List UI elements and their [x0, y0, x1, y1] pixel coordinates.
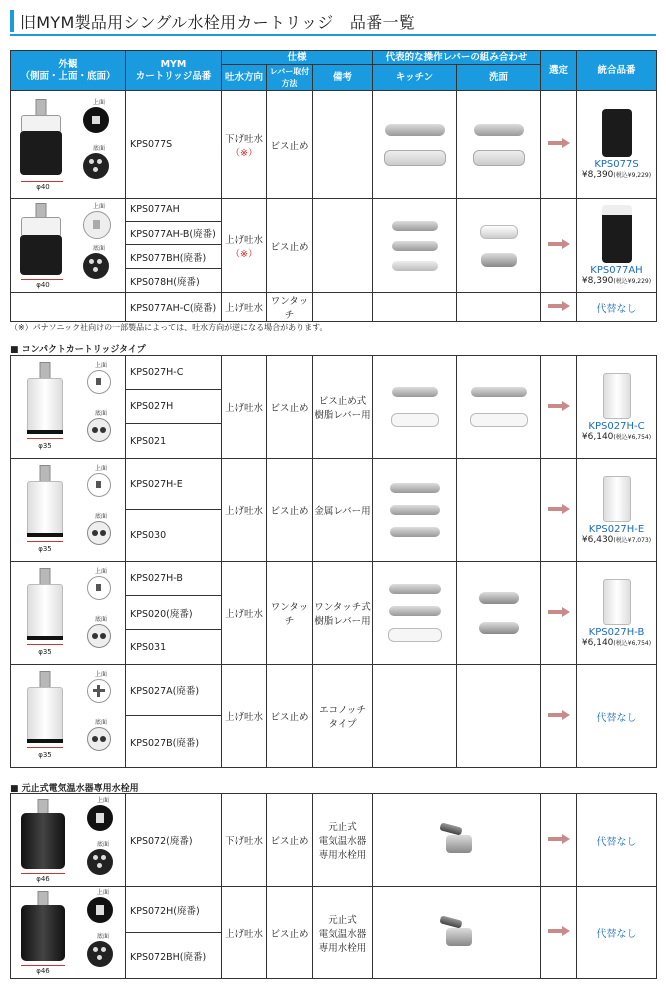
unified-code[interactable]: KPS027H-C — [588, 420, 645, 432]
lever-image-wash — [457, 293, 541, 322]
table-row — [11, 91, 657, 199]
unified-code[interactable]: 代替なし — [577, 794, 657, 887]
cartridge-image — [602, 109, 632, 157]
spec-lever: ビス止め — [267, 794, 313, 887]
select-arrow[interactable] — [541, 794, 577, 887]
header-spec-lever: レバー取付方法 — [267, 65, 313, 91]
bottom-face-label: 底面 — [95, 615, 108, 623]
mym-code: KPS072BH(廃番) — [126, 933, 222, 979]
table-row — [11, 293, 657, 322]
faucet-image — [373, 887, 541, 979]
lever-image-kitchen — [373, 293, 457, 322]
top-face-label: 上面 — [95, 567, 108, 575]
header-appearance: 外観 （側面・上面・底面） — [11, 51, 126, 91]
lever-image-kitchen — [373, 91, 457, 199]
diameter-label: φ46 — [36, 967, 50, 975]
spec-note: ワンタッチ式 樹脂レバー用 — [313, 562, 373, 665]
diameter-label: φ35 — [38, 750, 52, 759]
select-arrow[interactable] — [541, 562, 577, 665]
bottom-face-label: 底面 — [93, 245, 106, 252]
header-combo: 代表的な操作レバーの組み合わせ — [373, 51, 541, 65]
bottom-face-label: 底面 — [97, 840, 110, 848]
title-accent-bar — [10, 10, 14, 32]
cartridge-image — [603, 476, 631, 522]
page-title: 旧MYM製品用シングル水栓用カートリッジ 品番一覧 — [20, 12, 416, 32]
diameter-label: φ35 — [38, 647, 52, 656]
price: ¥6,140(税込¥6,754) — [581, 637, 652, 648]
unified-cell — [577, 459, 657, 562]
mym-code: KPS077AH-C(廃番) — [126, 293, 222, 322]
unified-cell — [577, 562, 657, 665]
header-wash: 洗面 — [457, 65, 541, 91]
lever-image-wash — [457, 356, 541, 459]
lever-image-wash — [457, 91, 541, 199]
price: ¥6,140(税込¥6,754) — [581, 431, 652, 442]
mym-code: KPS030 — [126, 510, 222, 562]
spec-note: 元止式 電気温水器 専用水栓用 — [313, 794, 373, 887]
spec-dir: 上げ吐水 — [222, 293, 267, 322]
select-arrow[interactable] — [541, 665, 577, 768]
spec-note: 金属レバー用 — [313, 459, 373, 562]
unified-code[interactable]: 代替なし — [577, 293, 657, 322]
bottom-face-label: 底面 — [95, 718, 108, 726]
price: ¥8,390(税込¥9,229) — [581, 276, 652, 286]
spec-dir: 上げ吐水 — [222, 459, 267, 562]
unified-code[interactable]: KPS027H-E — [588, 523, 645, 535]
unified-code[interactable]: 代替なし — [577, 887, 657, 979]
select-arrow[interactable] — [541, 887, 577, 979]
price: ¥6,430(税込¥7,073) — [581, 534, 652, 545]
faucet-image — [373, 794, 541, 887]
lever-image-kitchen — [373, 459, 457, 562]
select-arrow[interactable] — [541, 356, 577, 459]
mym-code: KPS021 — [126, 424, 222, 459]
lever-image-kitchen — [373, 665, 457, 768]
table-row — [11, 887, 657, 933]
select-arrow[interactable] — [541, 459, 577, 562]
spec-dir: 上げ吐水 — [222, 562, 267, 665]
cartridge-image — [11, 356, 126, 459]
spec-note — [313, 91, 373, 199]
spec-note — [313, 199, 373, 293]
top-face-label: 上面 — [93, 99, 106, 106]
top-face-label: 上面 — [97, 889, 110, 896]
mym-code: KPS027B(廃番) — [126, 716, 222, 768]
select-arrow[interactable] — [541, 91, 577, 199]
spec-dir: 上げ吐水 （※） — [222, 199, 267, 293]
cartridge-image — [603, 373, 631, 419]
header-mym: MYM カートリッジ品番 — [126, 51, 222, 91]
spec-dir: 下げ吐水 — [222, 794, 267, 887]
section-compact-title: ■ コンパクトカートリッジタイプ — [10, 345, 146, 355]
header-spec-dir: 吐水方向 — [222, 65, 267, 91]
top-face-label: 上面 — [93, 203, 106, 210]
bottom-face-label: 底面 — [95, 409, 108, 417]
lever-image-kitchen — [373, 199, 457, 293]
header-unified: 統合品番 — [577, 51, 657, 91]
unified-code[interactable]: 代替なし — [577, 665, 657, 768]
table-row — [11, 794, 657, 887]
mym-code: KPS027A(廃番) — [126, 665, 222, 716]
lever-image-wash — [457, 199, 541, 293]
spec-lever: ワンタッチ — [267, 562, 313, 665]
top-face-label: 上面 — [95, 464, 108, 472]
arrow-right-icon — [548, 835, 570, 843]
unified-code[interactable]: KPS077S — [594, 159, 639, 170]
cartridge-image — [11, 199, 126, 293]
header-select: 選定 — [541, 51, 577, 91]
mym-code: KPS031 — [126, 630, 222, 665]
spec-lever: ビス止め — [267, 356, 313, 459]
mym-code: KPS020(廃番) — [126, 596, 222, 630]
cartridge-image — [11, 562, 126, 665]
spec-dir: 上げ吐水 — [222, 665, 267, 768]
diameter-label: φ35 — [38, 441, 52, 450]
cartridge-image — [11, 794, 126, 887]
spec-dir: 下げ吐水 （※） — [222, 91, 267, 199]
arrow-right-icon — [548, 927, 570, 935]
cartridge-image — [11, 887, 126, 979]
bottom-face-label: 底面 — [97, 933, 110, 940]
title-underline — [10, 34, 656, 36]
mym-code: KPS077AH-B(廃番) — [126, 221, 222, 245]
bottom-face-label: 底面 — [93, 145, 106, 152]
mym-code: KPS072H(廃番) — [126, 887, 222, 933]
spec-lever: ビス止め — [267, 91, 313, 199]
arrow-right-icon — [548, 608, 570, 616]
cartridge-image — [11, 91, 126, 199]
unified-code[interactable]: KPS027H-B — [588, 626, 645, 638]
select-arrow[interactable] — [541, 293, 577, 322]
diameter-label: φ35 — [38, 544, 52, 553]
arrow-right-icon — [548, 302, 570, 310]
spec-dir: 上げ吐水 — [222, 356, 267, 459]
bottom-face-label: 底面 — [95, 512, 108, 520]
main-cartridge-table — [10, 50, 657, 322]
table-row — [11, 199, 657, 222]
spec-lever: ビス止め — [267, 887, 313, 979]
mym-code: KPS077BH(廃番) — [126, 245, 222, 269]
header-spec-note: 備考 — [313, 65, 373, 91]
page-title-block — [10, 8, 415, 34]
footnote: （※）パナソニック社向けの一部製品によっては、吐水方向が逆になる場合があります。 — [10, 323, 328, 332]
lever-image-kitchen — [373, 562, 457, 665]
spec-lever: ビス止め — [267, 665, 313, 768]
unified-cell — [577, 356, 657, 459]
mym-code: KPS027H — [126, 390, 222, 424]
mym-code: KPS077S — [126, 91, 222, 199]
arrow-right-icon — [548, 711, 570, 719]
top-face-label: 上面 — [97, 796, 110, 804]
top-face-label: 上面 — [95, 361, 108, 369]
unified-code[interactable]: KPS077AH — [590, 265, 643, 276]
spec-lever: ビス止め — [267, 459, 313, 562]
compact-cartridge-table — [10, 355, 657, 768]
price: ¥8,390(税込¥9,229) — [581, 170, 652, 180]
table-row — [11, 665, 657, 716]
cartridge-image — [11, 459, 126, 562]
top-face-label: 上面 — [95, 670, 108, 678]
arrow-right-icon — [548, 139, 570, 147]
lever-image-wash — [457, 562, 541, 665]
diameter-label: φ40 — [36, 183, 50, 191]
spec-note — [313, 293, 373, 322]
unified-cell — [577, 91, 657, 199]
table-row — [11, 562, 657, 596]
spec-lever: ビス止め — [267, 199, 313, 293]
diameter-label: φ46 — [36, 874, 50, 883]
select-arrow[interactable] — [541, 199, 577, 293]
section-heater-title: ■ 元止式電気温水器専用水栓用 — [10, 784, 139, 794]
mym-code: KPS077AH — [126, 199, 222, 222]
mym-code: KPS078H(廃番) — [126, 269, 222, 293]
arrow-right-icon — [548, 505, 570, 513]
arrow-right-icon — [548, 402, 570, 410]
arrow-right-icon — [548, 240, 570, 248]
mym-code: KPS072(廃番) — [126, 794, 222, 887]
cartridge-image — [11, 293, 126, 322]
mym-code: KPS027H-C — [126, 356, 222, 390]
spec-note: ビス止め式 樹脂レバー用 — [313, 356, 373, 459]
mym-code: KPS027H-B — [126, 562, 222, 596]
lever-image-wash — [457, 665, 541, 768]
spec-note: 元止式 電気温水器 専用水栓用 — [313, 887, 373, 979]
spec-note: エコノッチ タイプ — [313, 665, 373, 768]
cartridge-image — [11, 665, 126, 768]
unified-cell — [577, 199, 657, 293]
heater-cartridge-table — [10, 793, 657, 979]
lever-image-kitchen — [373, 356, 457, 459]
table-row — [11, 459, 657, 510]
table-row — [11, 356, 657, 390]
mym-code: KPS027H-E — [126, 459, 222, 510]
cartridge-image — [602, 205, 632, 263]
cartridge-image — [603, 579, 631, 625]
spec-dir: 上げ吐水 — [222, 887, 267, 979]
diameter-label: φ40 — [36, 281, 50, 289]
header-spec: 仕様 — [222, 51, 373, 65]
spec-lever: ワンタッチ — [267, 293, 313, 322]
header-kitchen: キッチン — [373, 65, 457, 91]
lever-image-wash — [457, 459, 541, 562]
